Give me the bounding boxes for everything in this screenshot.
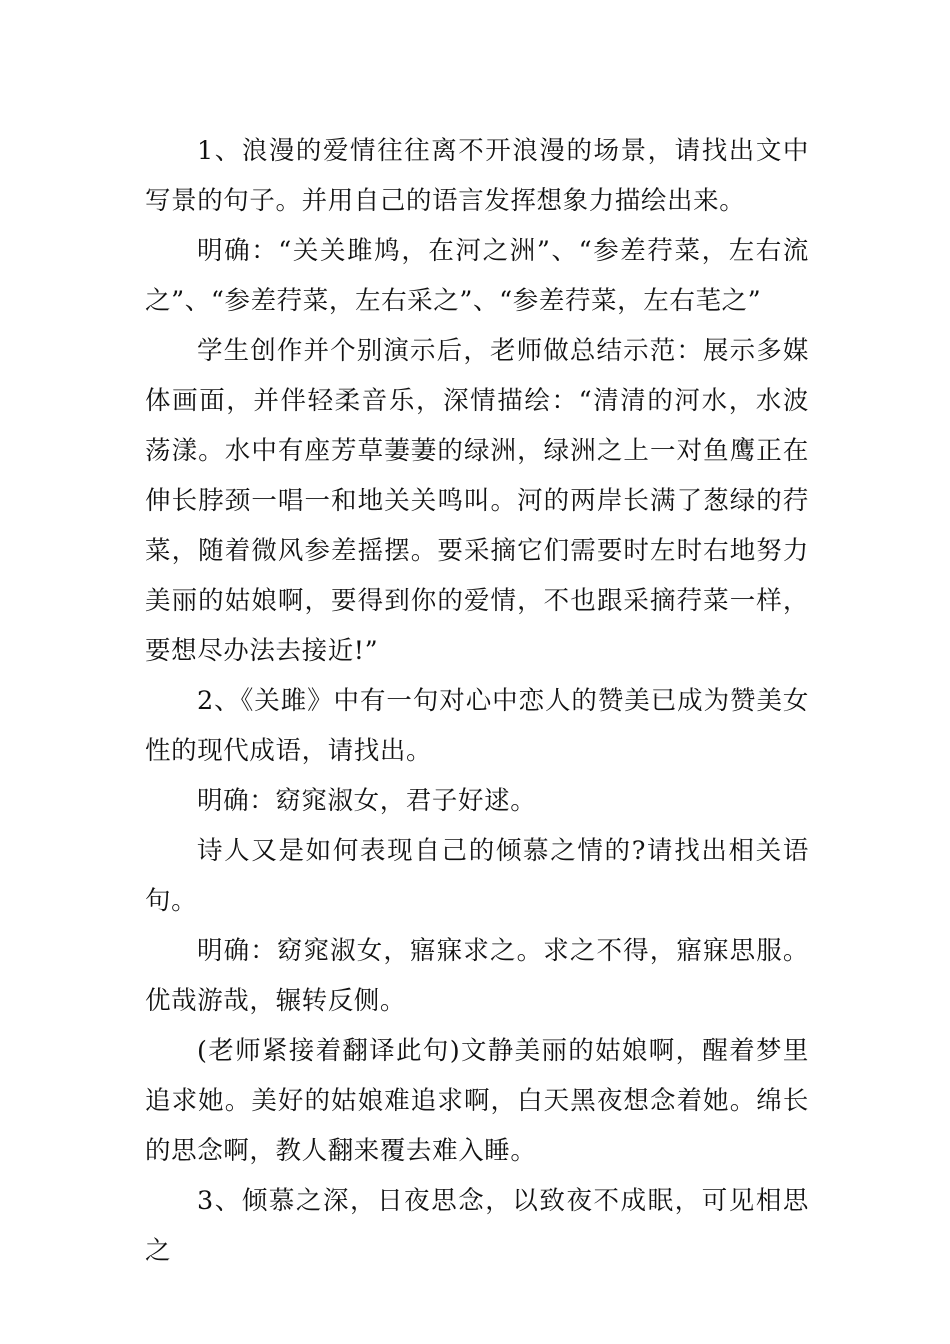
paragraph-answer-3: 明确：窈窕淑女，寤寐求之。求之不得，寤寐思服。优哉游哉，辗转反侧。 [145, 936, 809, 1016]
paragraph-answer-2: 明确：窈窕淑女，君子好逑。 [197, 786, 537, 816]
paragraph-answer-1: 明确：“关关雎鸠，在河之洲”、“参差荇菜，左右流之”、“参差荇菜，左右采之”、“参差荇菜，左右芼之” [145, 236, 809, 316]
paragraph-teacher-demo: 学生创作并个别演示后，老师做总结示范：展示多媒体画面，并伴轻柔音乐，深情描绘：“清清的河水，水波荡漾。水中有座芳草萋萋的绿洲，绿洲之上一对鱼鹰正在伸长脖颈一唱一和地关关鸣叫。河的两岸长满了葱绿的荇菜，随着微风参差摇摆。要采摘它们需要时左时右地努力美丽的姑娘啊，要得到你的爱情，不也跟采摘荇菜一样，要想尽办法去接近!” [145, 336, 809, 666]
document-page [145, 126, 809, 1276]
paragraph-followup-question: 诗人又是如何表现自己的倾慕之情的?请找出相关语句。 [145, 836, 809, 916]
paragraph-question-1: 1、浪漫的爱情往往离不开浪漫的场景，请找出文中写景的句子。并用自己的语言发挥想象力描绘出来。 [145, 136, 809, 216]
paragraph-question-3: 3、倾慕之深，日夜思念，以致夜不成眠，可见相思之 [145, 1186, 809, 1266]
paragraph-translation: (老师紧接着翻译此句)文静美丽的姑娘啊，醒着梦里追求她。美好的姑娘难追求啊，白天黑夜想念着她。绵长的思念啊，教人翻来覆去难入睡。 [145, 1036, 809, 1166]
paragraph-question-2: 2、《关雎》中有一句对心中恋人的赞美已成为赞美女性的现代成语，请找出。 [145, 686, 809, 766]
